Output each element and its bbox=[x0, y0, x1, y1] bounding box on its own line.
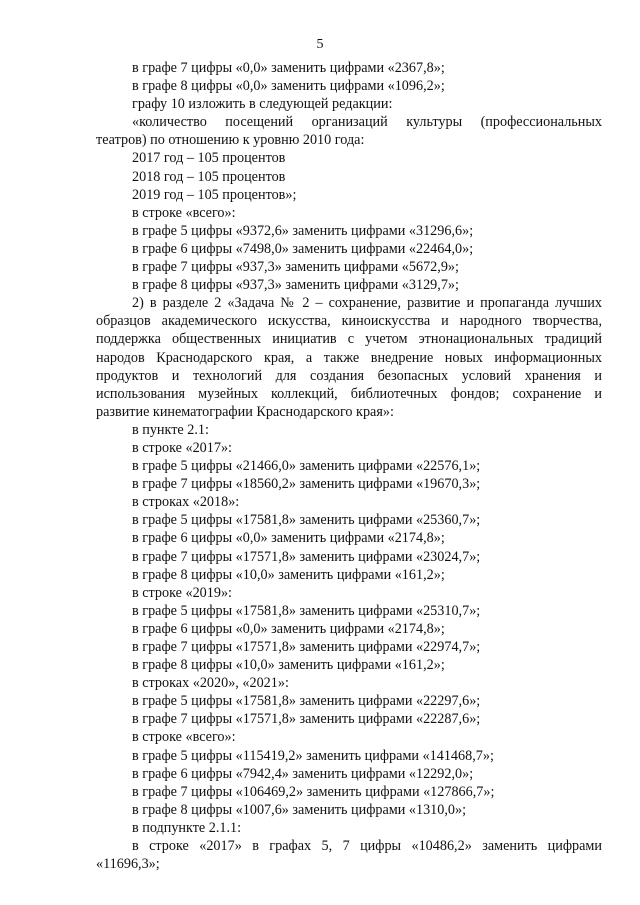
text-line: в графе 5 цифры «17581,8» заменить цифрами «25310,7»; bbox=[132, 602, 481, 619]
text-line: в подпункте 2.1.1: bbox=[132, 819, 242, 836]
text-line: в графе 7 цифры «937,3» заменить цифрами «5672,9»; bbox=[132, 259, 459, 276]
text-line: в графе 6 цифры «0,0» заменить цифрами «2174,8»; bbox=[132, 530, 445, 547]
text-line: в строке «2017»: bbox=[132, 439, 232, 456]
text-line: в графе 8 цифры «0,0» заменить цифрами «1096,2»; bbox=[132, 78, 445, 95]
text-line: «количество посещений организаций культуры (профессиональных bbox=[132, 114, 602, 131]
page-number: 5 bbox=[316, 37, 324, 52]
text-line: в строке «всего»: bbox=[132, 729, 236, 746]
text-line: в строке «всего»: bbox=[132, 204, 236, 221]
text-line: в графе 7 цифры «17571,8» заменить цифрами «22287,6»; bbox=[132, 711, 481, 728]
text-line: образцов академического искусства, киноискусства и народного творчества, bbox=[96, 313, 602, 330]
text-line: в графе 7 цифры «17571,8» заменить цифрами «23024,7»; bbox=[132, 548, 481, 565]
text-line: в графе 7 цифры «0,0» заменить цифрами «2367,8»; bbox=[132, 60, 445, 76]
text-line: народов Краснодарского края, а также внедрение новых информационных bbox=[96, 349, 602, 366]
text-line: в графе 5 цифры «115419,2» заменить цифрами «141468,7»; bbox=[132, 747, 494, 764]
text-line: продуктов и технологий для создания безопасных условий хранения и bbox=[96, 367, 602, 384]
text-line: использования музейных коллекций, библиотечных фондов; сохранение и bbox=[96, 385, 602, 402]
text-line: 2019 год – 105 процентов»; bbox=[132, 186, 297, 203]
text-line: в графе 5 цифры «21466,0» заменить цифрами «22576,1»; bbox=[132, 458, 481, 475]
text-line: 2017 год – 105 процентов bbox=[132, 150, 286, 167]
text-line: в графе 5 цифры «9372,6» заменить цифрами «31296,6»; bbox=[132, 222, 474, 239]
text-line: 2018 год – 105 процентов bbox=[132, 168, 286, 185]
text-line: театров) по отношению к уровню 2010 года: bbox=[96, 132, 365, 149]
text-line: в графе 7 цифры «18560,2» заменить цифрами «19670,3»; bbox=[132, 476, 481, 493]
text-line: в графе 6 цифры «0,0» заменить цифрами «2174,8»; bbox=[132, 620, 445, 637]
text-line: в графе 6 цифры «7942,4» заменить цифрами «12292,0»; bbox=[132, 765, 474, 782]
text-line: в графе 7 цифры «106469,2» заменить цифрами «127866,7»; bbox=[132, 783, 495, 800]
text-line: поддержка общественных инициатив с учетом этнонациональных традиций bbox=[96, 331, 602, 348]
text-line: в графе 8 цифры «10,0» заменить цифрами «161,2»; bbox=[132, 566, 445, 583]
text-line: в графе 8 цифры «1007,6» заменить цифрами «1310,0»; bbox=[132, 801, 467, 818]
text-line: в графе 5 цифры «17581,8» заменить цифрами «25360,7»; bbox=[132, 512, 481, 529]
text-line: в графе 6 цифры «7498,0» заменить цифрами «22464,0»; bbox=[132, 240, 474, 257]
text-line: 2) в разделе 2 «Задача № 2 – сохранение, развитие и пропаганда лучших bbox=[132, 295, 602, 312]
document-body bbox=[96, 59, 602, 873]
text-line: в строке «2017» в графах 5, 7 цифры «10486,2» заменить цифрами bbox=[132, 838, 602, 855]
text-line: в строке «2019»: bbox=[132, 584, 232, 601]
text-line: в пункте 2.1: bbox=[132, 421, 209, 438]
text-line: развитие кинематографии Краснодарского края»: bbox=[96, 403, 394, 420]
text-line: графу 10 изложить в следующей редакции: bbox=[132, 96, 393, 113]
text-line: в строках «2020», «2021»: bbox=[132, 675, 289, 692]
text-line: в строках «2018»: bbox=[132, 494, 240, 511]
text-line: в графе 8 цифры «937,3» заменить цифрами «3129,7»; bbox=[132, 277, 459, 294]
text-line: «11696,3»; bbox=[96, 856, 160, 873]
text-line: в графе 8 цифры «10,0» заменить цифрами «161,2»; bbox=[132, 657, 445, 674]
text-line: в графе 5 цифры «17581,8» заменить цифрами «22297,6»; bbox=[132, 693, 481, 710]
text-line: в графе 7 цифры «17571,8» заменить цифрами «22974,7»; bbox=[132, 639, 481, 655]
